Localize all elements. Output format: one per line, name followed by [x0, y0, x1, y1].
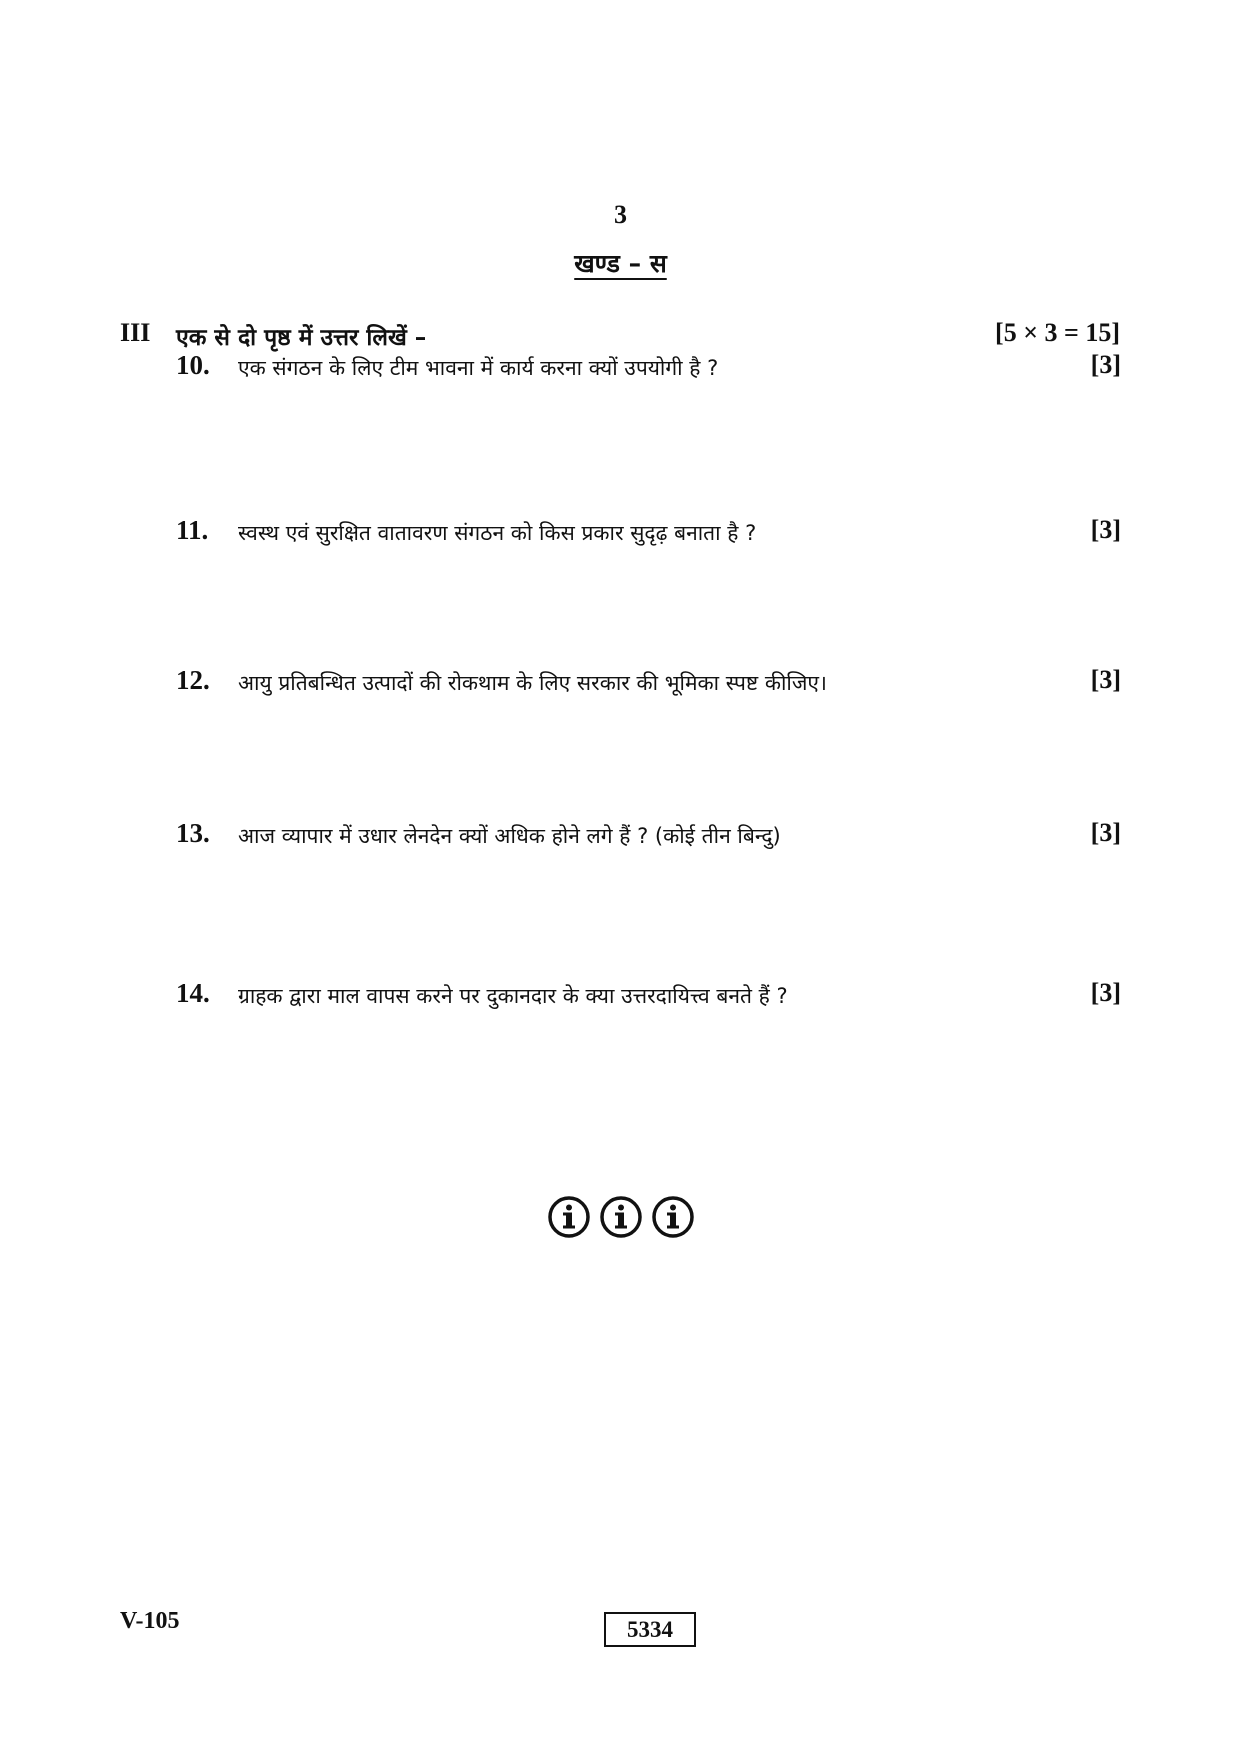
question-text: ग्राहक द्वारा माल वापस करने पर दुकानदार के क्या उत्तरदायित्त्व बनते हैं ? — [238, 984, 788, 1008]
section-roman-numeral: III — [120, 318, 151, 347]
info-circle-icon — [651, 1195, 695, 1239]
question-10 — [176, 350, 1121, 390]
question-13 — [176, 818, 1121, 858]
question-marks: [3] — [1090, 818, 1121, 847]
question-marks: [3] — [1090, 665, 1121, 694]
question-text: आज व्यापार में उधार लेनदेन क्यों अधिक होने लगे हैं ? (कोई तीन बिन्दु) — [238, 824, 781, 848]
question-number: 11. — [176, 515, 209, 545]
question-12 — [176, 665, 1121, 705]
section-instruction: एक से दो पृष्ठ में उत्तर लिखें – — [176, 325, 427, 351]
section-title — [0, 246, 1241, 280]
question-text: एक संगठन के लिए टीम भावना में कार्य करना क्यों उपयोगी है ? — [238, 356, 719, 380]
question-11 — [176, 515, 1121, 555]
question-number: 10. — [176, 350, 210, 380]
question-marks: [3] — [1090, 350, 1121, 379]
question-number: 12. — [176, 665, 210, 695]
end-of-paper-symbols — [0, 1195, 1241, 1245]
paper-code: V-105 — [120, 1608, 180, 1634]
info-circle-icon — [547, 1195, 591, 1239]
page-number: 3 — [614, 200, 627, 229]
question-14 — [176, 978, 1121, 1018]
code-box: 5334 — [604, 1612, 696, 1647]
question-text: आयु प्रतिबन्धित उत्पादों की रोकथाम के लिए सरकार की भूमिका स्पष्ट कीजिए। — [238, 671, 827, 695]
question-text: स्वस्थ एवं सुरक्षित वातावरण संगठन को किस प्रकार सुदृढ़ बनाता है ? — [238, 521, 757, 545]
info-circle-icon — [599, 1195, 643, 1239]
section-title-text: खण्ड – स — [574, 249, 667, 278]
section-marks: [5 × 3 = 15] — [995, 318, 1120, 347]
question-marks: [3] — [1090, 978, 1121, 1007]
question-number: 13. — [176, 818, 210, 848]
question-marks: [3] — [1090, 515, 1121, 544]
question-number: 14. — [176, 978, 210, 1008]
